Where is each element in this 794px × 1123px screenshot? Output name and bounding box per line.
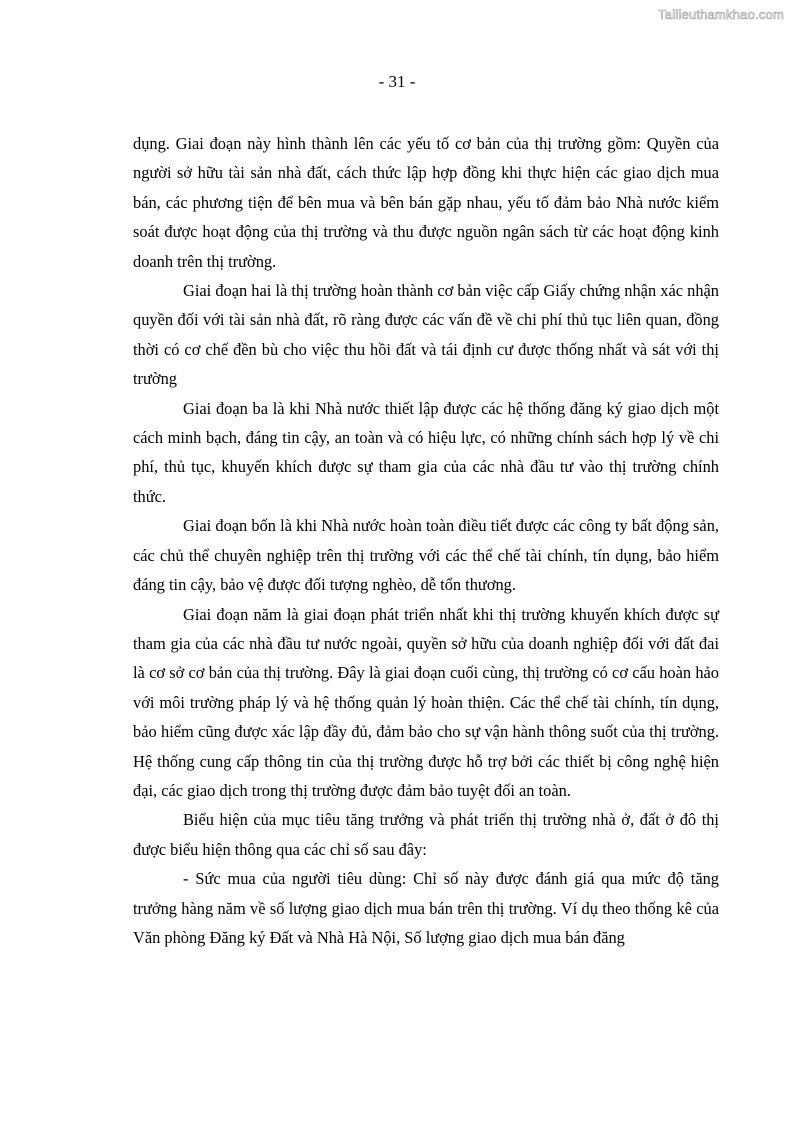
document-body — [133, 129, 719, 952]
paragraph-purchasing-power: - Sức mua của người tiêu dùng: Chỉ số này được đánh giá qua mức độ tăng trưởng hàng năm về số lượng giao dịch mua bán trên thị trường. Ví dụ theo thống kê của Văn phòng Đăng ký Đất và Nhà Hà Nội, Số lượng giao dịch mua bán đăng — [133, 869, 719, 947]
paragraph-stage-four: Giai đoạn bốn là khi Nhà nước hoàn toàn điều tiết được các công ty bất động sản, các chủ thể chuyên nghiệp trên thị trường với các thể chế tài chính, tín dụng, bảo hiểm đáng tin cậy, bảo vệ được đối tượng nghèo, dễ tổn thương. — [133, 516, 719, 595]
watermark: Tailieuthamkhao.com — [658, 7, 784, 22]
paragraph-indicators-intro: Biểu hiện của mục tiêu tăng trưởng và phát triển thị trường nhà ở, đất ở đô thị được biểu hiện thông qua các chỉ số sau đây: — [133, 810, 719, 859]
paragraph-stage-three: Giai đoạn ba là khi Nhà nước thiết lập được các hệ thống đăng ký giao dịch một cách minh bạch, đáng tin cậy, an toàn và có hiệu lực, có những chính sách hợp lý về chi phí, thủ tục, khuyến khích được sự tham gia của các nhà đầu tư vào thị trường chính thức. — [133, 398, 719, 506]
paragraph-continuation: dụng. Giai đoạn này hình thành lên các yếu tố cơ bản của thị trường gồm: Quyền của người sở hữu tài sản nhà đất, cách thức lập hợp đồng khi thực hiện các giao dịch mua bán, các phương tiện để bên mua và bên bán gặp nhau, yếu tố đảm bảo Nhà nước kiểm soát được hoạt động của thị trường và thu được nguồn ngân sách từ các hoạt động kinh doanh trên thị trường. — [133, 134, 719, 271]
page-number: - 31 - — [378, 72, 416, 91]
paragraph-stage-five: Giai đoạn năm là giai đoạn phát triển nhất khi thị trường khuyến khích được sự tham gia của các nhà đầu tư nước ngoài, quyền sở hữu của doanh nghiệp đối với đất đai là cơ sở cơ bản của thị trường. Đây là giai đoạn cuối cùng, thị trường có cơ cấu hoàn hảo với môi trường pháp lý và hệ thống quản lý hoàn thiện. Các thể chế tài chính, tín dụng, bảo hiểm cũng được xác lập đầy đủ, đảm bảo cho sự vận hành thông suốt của thị trường. Hệ thống cung cấp thông tin của thị trường được hỗ trợ bởi các thiết bị công nghệ hiện đại, các giao dịch trong thị trường được đảm bảo tuyệt đối an toàn. — [133, 604, 719, 800]
paragraph-stage-two: Giai đoạn hai là thị trường hoàn thành cơ bản việc cấp Giấy chứng nhận xác nhận quyền đối với tài sản nhà đất, rõ ràng được các vấn đề về chi phí thủ tục liên quan, đồng thời có cơ chế đền bù cho việc thu hồi đất và tái định cư được thống nhất và sát với thị trường — [133, 281, 719, 389]
